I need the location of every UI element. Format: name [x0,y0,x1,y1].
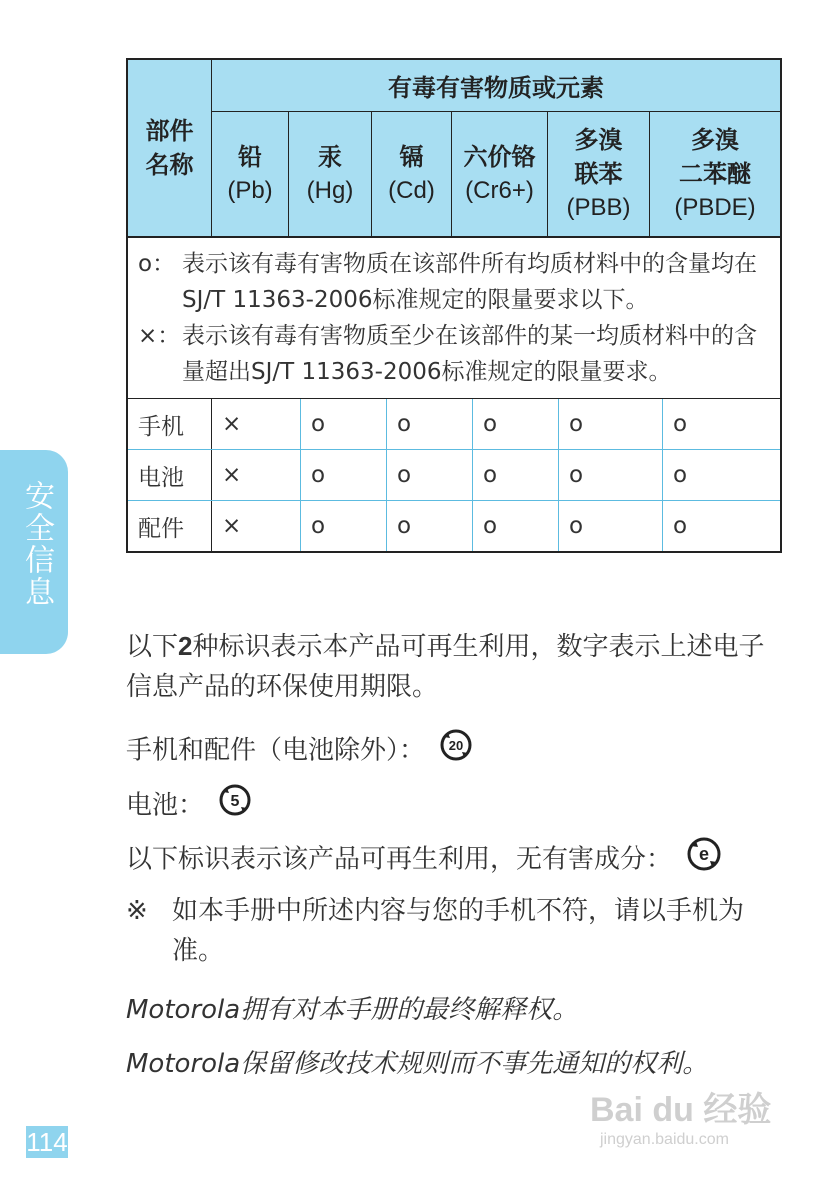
row-part-name: 配件 [128,501,212,551]
recycle-e-icon [686,836,722,884]
line-text: 手机和配件（电池除外）： [126,735,426,766]
part-name-header [128,60,212,236]
table-cell: o [387,399,473,449]
table-cell: o [301,501,387,551]
table-cell: o [301,450,387,500]
legend-mark: o： [138,251,176,277]
substance-name: 镉 [399,143,424,171]
substance-header-pb [212,112,289,236]
substance-symbol: (PBDE) [674,194,756,221]
table-cell: × [212,399,301,449]
substance-name: 铅 [238,143,262,171]
para-text: 种标识表示本产品可再生利用，数字表示上述电子信息产品的环保使用期限。 [126,632,765,702]
substance-header-cr6 [452,112,548,236]
table-cell: o [473,399,559,449]
battery-line [126,783,786,829]
part-name-header-text: 部件 名称 [145,117,194,179]
legend-text: 表示该有毒有害物质在该部件所有均质材料中的含量均在SJ/T 11363-2006标准规定的限量要求以下。 [182,251,757,313]
hazardous-substance-table [126,58,782,553]
table-cell: o [473,450,559,500]
table-row [128,501,780,551]
table-row [128,450,780,501]
substance-name: 六价铬 [463,143,536,171]
page-number: 114 [26,1127,68,1157]
watermark-url: jingyan.baidu.com [600,1131,729,1148]
substance-name: 多溴 联苯 [574,126,623,188]
legend-mark: ×： [138,323,181,349]
recycle-5-icon [218,783,252,829]
motorola-interpretation-line: Motorola拥有对本手册的最终解释权。 [126,995,579,1025]
table-legend [128,238,780,399]
legend-item [138,246,772,318]
recycle-20-label: 20 [449,738,464,753]
table-cell: o [387,450,473,500]
recycle-e-label: e [699,844,710,864]
substance-header-cd [372,112,452,236]
table-cell: o [387,501,473,551]
table-cell: o [559,501,663,551]
legend-text: 表示该有毒有害物质至少在该部件的某一均质材料中的含量超出SJ/T 11363-2006标准规定的限量要求。 [182,323,757,385]
side-tab-label: 安全信息 [19,480,54,608]
substance-symbol: (Pb) [227,177,273,204]
recyclable-line [126,836,786,884]
substance-header-pbde [650,112,780,236]
substance-symbol: (Cd) [388,177,435,204]
note-text: 如本手册中所述内容与您的手机不符，请以手机为准。 [172,896,745,966]
phone-accessory-line [126,728,786,774]
watermark-brand: Bai du 经验 [590,1091,772,1129]
substance-name: 多溴 二苯醚 [679,126,751,188]
para-number: 2 [178,631,193,661]
substance-header-pbb [548,112,650,236]
table-cell: o [473,501,559,551]
table-cell: × [212,501,301,551]
motorola-rights-line: Motorola保留修改技术规则而不事先通知的权利。 [126,1049,709,1079]
substance-symbol: (Hg) [306,177,354,204]
row-part-name: 手机 [128,399,212,449]
substance-symbol: (PBB) [566,194,631,221]
substance-header-hg [289,112,372,236]
substance-symbol: (Cr6+) [465,177,534,204]
table-cell: o [673,513,688,539]
table-cell: × [212,450,301,500]
table-cell: o [559,450,663,500]
table-cell: o [673,411,688,437]
note-mark: ※ [126,896,148,926]
line-text: 电池： [126,790,205,821]
substance-name: 汞 [318,143,342,171]
para-text: 以下 [126,632,179,662]
table-cell: o [301,399,387,449]
substance-group-header: 有毒有害物质或元素 [212,60,780,112]
baidu-watermark [590,1090,800,1160]
table-row [128,399,780,450]
table-header [128,60,780,238]
table-cell: o [559,399,663,449]
manual-note [126,891,786,971]
row-part-name: 电池 [128,450,212,500]
line-text: 以下标识表示该产品可再生利用，无有害成分： [126,844,673,875]
recycling-intro-paragraph [126,626,786,707]
table-cell: o [673,462,688,488]
table-body [128,399,780,551]
recycle-5-label: 5 [230,793,240,810]
recycle-20-icon [439,728,473,774]
legend-item [138,318,772,390]
